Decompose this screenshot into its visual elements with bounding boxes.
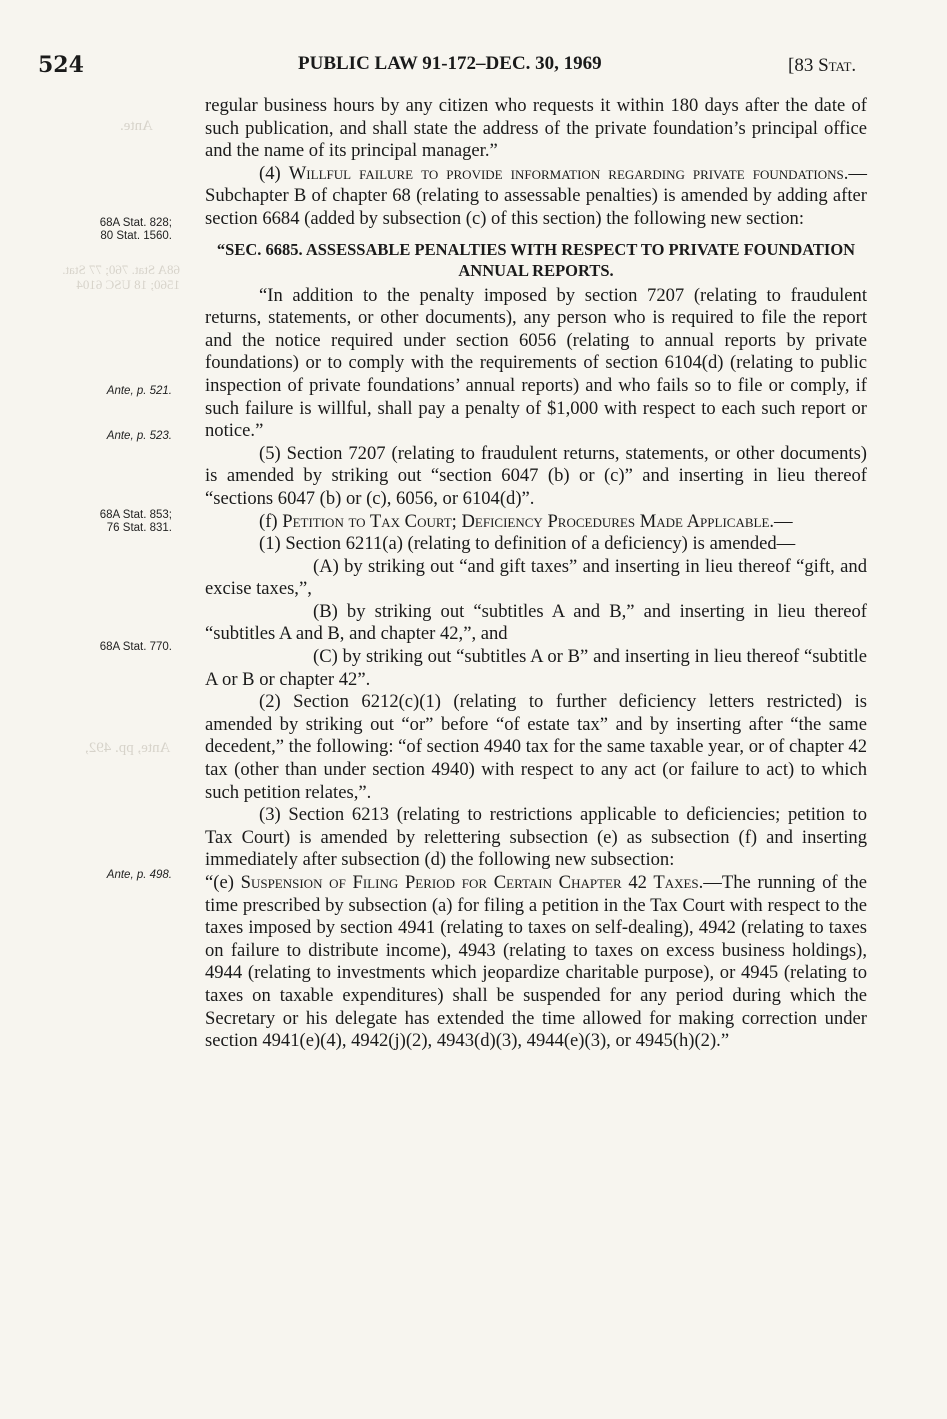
statute-word: Stat.	[818, 55, 857, 76]
margin-note-text: Ante, p. 521.	[106, 385, 172, 397]
bleed-through-text: Ante.	[120, 118, 153, 134]
margin-note: 76 Stat. 831.	[106, 522, 172, 534]
paragraph-willful-failure	[205, 163, 867, 231]
margin-note-text: Ante, p. 523.	[106, 430, 172, 442]
margin-note: 68A Stat. 828;	[99, 217, 172, 229]
bleed-through-text: 68A Stat. 760; 77 Stat. 1560; 18 USC 6104	[62, 262, 180, 292]
paragraph-suspension	[205, 872, 867, 1053]
paragraph: (3) Section 6213 (relating to restrictions applicable to deficiencies; petition to Tax Court) is amended by relettering subsection (e) as subsection (f) and inserting immediately after subsection (d) the following new subsection:	[205, 804, 867, 871]
subsection-heading	[205, 511, 867, 534]
section-heading: “SEC. 6685. ASSESSABLE PENALTIES WITH RESPECT TO PRIVATE FOUNDATION ANNUAL REPORTS.	[216, 239, 856, 280]
page-number: 524	[38, 52, 84, 78]
subsection-title: Petition to Tax Court; Deficiency Procedures Made Applicable.	[282, 510, 775, 532]
margin-note	[22, 384, 172, 398]
paragraph: (2) Section 6212(c)(1) (relating to further deficiency letters restricted) is amended by striking out “or” before “of estate tax” and by inserting after “the same decedent,” the following: “of section 4940 tax for the same taxable year, or of chapter 42 tax (other than under section 4940) with respect to any act (or failure to act) to which such petition relates,”.	[205, 691, 867, 803]
statute-reference	[788, 55, 856, 77]
subsection-letter: (f)	[259, 510, 283, 532]
bleed-through-text: Ante, pp. 492,	[85, 740, 171, 756]
margin-note: 80 Stat. 1560.	[100, 230, 172, 242]
statute-prefix: [83	[788, 55, 819, 76]
running-title: PUBLIC LAW 91-172–DEC. 30, 1969	[298, 53, 602, 74]
margin-note: 68A Stat. 770.	[99, 641, 172, 653]
margin-note-text: Ante, p. 498.	[106, 869, 172, 881]
paragraph-heading: Suspension of Filing Period for Certain Chapter 42 Taxes.	[240, 872, 704, 893]
paragraph-number: (4)	[259, 162, 289, 184]
clause: (C) by striking out “subtitles A or B” and inserting in lieu thereof “subtitle A or B or chapter 42”.	[205, 646, 867, 690]
margin-note	[22, 429, 172, 443]
margin-note	[22, 868, 172, 882]
paragraph-text: —The running of the time prescribed by subsection (a) for filing a petition in the Tax Court with respect to the taxes imposed by section 4941 (relating to taxes on self-dealing), 4942 (relating to taxes on failure to distribute income), 4943 (relating to taxes on excess business holdings), 4944 (relating to investments which jeopardize charitable purpose), or 4945 (relating to taxes on taxable expenditures) shall be suspended for any period during which the Secretary or his delegate has extended the time allowed for making correction under section 4941(e)(4), 4942(j)(2), 4943(d)(3), 4944(e)(3), or 4945(h)(2).”	[205, 872, 867, 1052]
paragraph: regular business hours by any citizen who requests it within 180 days after the date of such publication, and shall state the address of the private foundation’s principal office and the name of its principal manager.”	[205, 95, 867, 162]
paragraph-heading: Willful failure to provide information regarding private foundations.	[288, 162, 849, 184]
paragraph: “In addition to the penalty imposed by section 7207 (relating to fraudulent returns, statements, or other documents), any person who is required to file the report and the notice required under section 6056 (relating to annual reports by private foundations) or to comply with the requirements of section 6104(d) (relating to public inspection of private foundations’ annual reports) and who fails so to file or comply, if such failure is willful, shall pay a penalty of $1,000 with respect to each such report or notice.”	[205, 284, 867, 442]
paragraph: (5) Section 7207 (relating to fraudulent returns, statements, or other documents) is amended by striking out “section 6047 (b) or (c)” and inserting in lieu thereof “sections 6047 (b) or (c), 6056, or 6104(d)”.	[205, 442, 867, 509]
clause: (B) by striking out “subtitles A and B,” and inserting in lieu thereof “subtitles A and B, and chapter 42,”, and	[205, 600, 867, 645]
subsection-dash: —	[774, 510, 793, 532]
margin-note: 68A Stat. 853;	[99, 509, 172, 521]
clause: (A) by striking out “and gift taxes” and inserting in lieu thereof “gift, and excise taxes,”,	[205, 555, 867, 600]
body-text	[205, 95, 867, 1053]
paragraph-number: “(e)	[205, 872, 241, 893]
paragraph-text: —Subchapter B of chapter 68 (relating to assessable penalties) is amended by adding after section 6684 (added by subsection (c) of this section) the following new section:	[205, 162, 867, 229]
paragraph: (1) Section 6211(a) (relating to definition of a deficiency) is amended—	[259, 533, 796, 555]
